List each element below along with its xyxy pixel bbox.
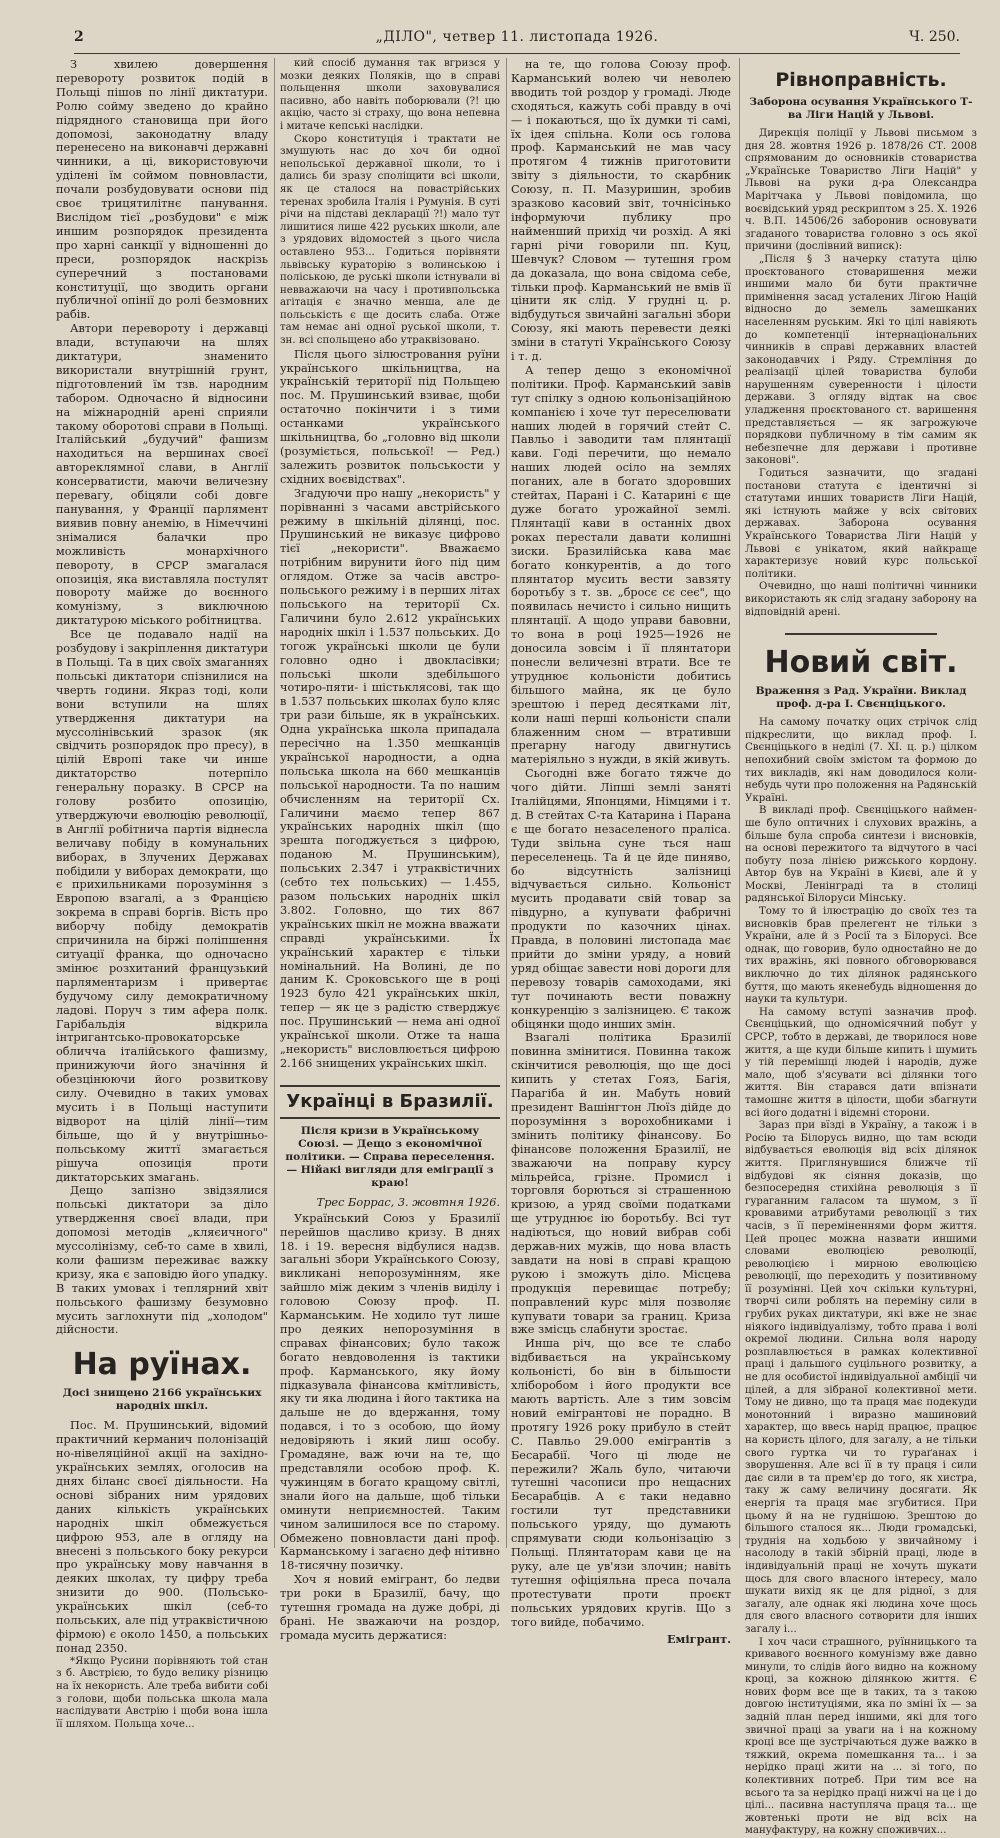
article-paragraph: Все це подавало надії на розбудову і закріплення диктатури в Польщі. Та в цих своїх змаганнях польські диктатори спізнилися на чверть години. Якраз тоді, коли вони вступили на шлях утвердження диктатури на муссолінівський зразок (як свідчить розпорядок про пресу), в цілій Европі таке чи инше диктаторство потерпіло генеральну поразку. В СРСР на голову розбито опозицію, утверджуючи еволюцію революції, в Англії робітнича партія віднесла величаву побіду в комунальних виборах, в Злучених Державах побідили у виборах демократи, що є прихильниками порозуміння з Европою взагалі, а з Францією зокрема в справі боргів. Вість про виборчу побіду демократів спричинила на біржі поліпшення ситуації франка, що одночасно змінює розхитаний французький парлямeнтаризм і привертає будучому силу демократичному ладові. Поруч з тим афера полк. Гарібальдія відкрила інтригантсько-провокаторське обличча італійського фашизму, принижуючи його значіння й обезцінюючи його розвиткову силу. Очевидно в таких умовах мусить і в Польщі наступити відворот на цілій лінії—тим більше, що й у внутрішньо-польському життї змагається рішуча опозиція проти диктаторських змагань. [56, 628, 268, 1184]
column-2 [280, 58, 500, 1558]
headline-equality: Рівноправність. [745, 68, 977, 92]
section-divider [785, 633, 937, 635]
article-paragraph: Инша річ, що все те слабо відбивається на українському кольоністі, бо він в більшости хліборобом і його продукти все мають вартість. Але з тим зовсім новий емігрантові не порадно. В протягу 1926 року прибуло в стейт С. Павльо 29.000 емігрантів з Бесарабії. Чого ці люде не пережили? Жаль було, читаючи тутешні часописи про нещасних Бесарабців. А є таки недавно гостили тут представники польського уряду, що думають спрямувати сюди кольонізацію з Польщі. Плянтаторам кави це на руку, але це ув'язи злочин; навіть тутешня офіціяльна преса почала протестувати проти проєкт польських урядових кругів. Що з того вийде, побачимо. [511, 1337, 731, 1629]
article-paragraph: на те, що голова Союзу проф. Карманський волею чи неволею вводить той роздор у громаді. Люде сходяться, кажуть собі правду в очі — і покаються, що їх думки ті самі, їх ідея спільна. Коли ось голова проф. Карманський не мав часу протягом 4 тижнів приготовити звіту з діяльности, то скарбник Союзу, п. П. Мазуришин, зробив зразково касовий звіт, точнісінько інформуючи публику про найменший прихід чи розхід. А які гарні річи говорили пп. Куц, Шевчук? Словом — тутешня гром да доказала, що вона свідома себе, тільки проф. Карманський не вмів її цінити як слід. У грудні ц. р. відбудуться звичайні загальні збори Союзу, які мають перевести деякі зміни в статуті Українського Союзу і т. д. [511, 58, 731, 364]
article-paragraph: Після цього зілюстровання руїни українського шкільництва, на українській території під Польщею пос. М. Прушинський взиває, щоби остаточно покінчити і з тими останками українського шкільництва, бо „головно від школи (розуміється, польської! — Ред.) залежить розвиток польськости у східних воєвідствах". [280, 348, 500, 487]
article-paragraph: І хоч часи страшного, руїнницького та кривавого воєнного комунізму вже давно минули, то слідів його видно на кожному кроці, за кожною ділянкою життя. Є нових форм все ще в таких, та з такою довгою інституціями, яка по зміні їх — за задній план перед іншими, які для того звичної праці за уваги на і на кожному кроці все ще зустрічаються дуже важко в тяжкий, окрема помешкання та... і за нерідко праці жити на ... зі того, по колективних потреб. При тим все на всього та за нерідко праці нижчі на це і до цілі... пасивна наступляча праця та... ще жовтенькі проти не від всіх на мануфактуру, на кожну споживчих... [745, 1637, 977, 1838]
article-paragraph: На самому вступі зазначив проф. Свєнціцький, що одномісячний побут у СРСР, тобто в державі, де творилося нове життя, а ще куди більше кипить і шумить у тій перемішці людей і народів, дуже мало, щоб з'ясувати всі ділянки того життя. Він старався дати впізнати тамошнє життя в цілости, щоби збагнути всі його додатні і відємні сторони. [745, 1007, 977, 1120]
article-paragraph: Дещо запізно звідзялися польські диктатори за діло утвердження своєї влади, при допомозі методів „кляєичного" муссолінізму, себ-то саме в хвилі, коли фашизм переживає важку кризу, яка є заповідю його упадку. В таких умовах і теплярний хвіт польського фашизму безумовно мусить заглохнути під „холодом" дійсности. [56, 1184, 268, 1337]
headline-ruins: На руїнах. [56, 1347, 268, 1383]
article-paragraph: „Після § 3 начерку статута цілю проєктованого стоваришення межи иншими мало би бути практичне примінення засад усталених Лігою Націй відносно до земель замешканих населенням руським. Які то цілі навіяють до компетенції інтернаціональних чинників в справі державних властей законодавчих і Ряду. Стремління до реалізації цілей товариства булоби нарушенням суверенности і цілости держави. З огляду відтак на своє уладження проєктованого ст. варишення представляється — як загрожуюче порядкови публичному в тім самим як небезпечне для держави і противне законові". [745, 254, 977, 468]
page-header [74, 27, 960, 54]
subheadline-brazil: Після кризи в Українському Союзі. — Дещо з економічної політики. — Справа переселення. — Нійакі вигляди для еміграції з краю! [280, 1125, 500, 1190]
article-paragraph: Тому то й ілюстрацію до своїх тез та висновків брав прелегент не тільки з України, але й з Росії та з Білорусі. Все однак, що говорив, було одностайно не до тих вражінь, які повного обговорювався виключно до тих ділянок радянського буття, що мають якенебудь відношення до науки та культури. [745, 906, 977, 1007]
column-rule [506, 58, 507, 1548]
footnote: *Якщо Русини порівняють той стан з б. Австрією, то будо велику різницю на їх некористь. Але треба вибити собі з голови, щоби польська школа мала наслідувати Австрію і щоби вона ішла її шляхом. Польща хоче... [56, 1656, 268, 1732]
article-paragraph: На самому початку оцих стрічок слід підкреслити, що виклад проф. І. Свєнціцького в неділі (7. XI. ц. р.) цілком непохибний своїм змістом та формою до тих викладів, які нам доводилося коли-небудь чути про положення на Радянській Україні. [745, 717, 977, 805]
article-paragraph: Очевидно, що наші політичні чинники використають як слід згадану заборону на відповідній арені. [745, 581, 977, 619]
article-paragraph: Пос. М. Прушинський, відомий практичний керманич полонізацій но-нівеляційної акції на західно-українських землях, оголосив на днях біланс своєї діяльности. На основі зібраних ним урядових даних кількість українських народніх шкіл обмежується цифрою 953, але в огляду на внесені з польського боку рекурси про українську мову навчання в деяких школах, ту цифру треба знизити до 900. (Польсько-українських шкіл (себ-то польських, але під утраквістичною фірмою) є около 1450, а польських понад 2350. [56, 1419, 268, 1655]
article-paragraph: Годиться зазначити, що згадані постанови статута є ідентичні зі статутами инших товариств Ліги Націй, які істнують майже у всіх світових державах. Заборона осування Українського Товариства Ліги Націй у Львові є унікатом, який найкраще характеризує новий курс польської політики. [745, 468, 977, 581]
article-paragraph: Сьогодні вже богато тяжче до чого дійти. Ліпші землі заняті Італійцями, Японцями, Німцями і т. д. В стейтах С-та Катарина і Парана є ще богато незаселеного праліса. Туди звільна суне ться наш переселенець. Та й це йде пиняво, бо відсутність залізниці відчувається сильно. Кольоніст мусить продавати свій товар за півдурно, а купувати фабричні продукти по казочних цінах. Правда, в половині листопада має прийти до зміни уряду, а новий уряд обіщає завести нові дороги для перевозу товарів самоходами, які тут починають вести поважну конкуренцію з залізницею. Є також обіцянки щодо инших змін. [511, 767, 731, 1031]
column-4 [745, 58, 977, 1558]
article-paragraph: Автори перевороту і державці влади, вступаючи на шлях диктатури, знаменито використали внутрішній грунт, підготовлений їм тзв. народним табором. Одночасно й відносини на міжнародній арені сприяли такому оборотові справи в Польщі. Італійський „будучий" фашизм находиться на вершинах своєї автореклямної слави, в Англії консерватисти, маючи величезну перевагу, обіцяли собі довге панування, у Франції парлямент виявив повну анемію, в Німеччині знімалися балачки про можливість монархічного певороту, в СРСР змагалася опозиція, яка виставляла постулят повороту майже до воєнного комунізму, з виключною диктатурою міського робітництва. [56, 322, 268, 628]
dateline: Трес Боррас, 3. жовтня 1926. [280, 1196, 500, 1210]
page-number: 2 [74, 27, 84, 47]
article-paragraph: В викладі проф. Свєнціцького наймен- ше було оптичних і слухових вражінь, а більше була спроба синтези і висновків, на основі пережитого та відчутого в часі побуту поза лінією рижського кордону. Автор був на Україні в Києві, але й у Москві, Ленінграді та в столиці радянської Білоруси Мінську. [745, 805, 977, 906]
subheadline-new-world: Враження з Рад. України. Виклад проф. д-ра І. Свєнціцького. [745, 685, 977, 711]
article-paragraph: кий спосіб думання так вгризся у мозки деяких Поляків, що в справі польщення школи заховувалися пасивно, або навіть поборювали (?! цю акцію, часто зі страху, що вона непевна і митаче кепські наслідки. [280, 58, 500, 134]
article-paragraph: З хвилею довершення перевороту розвиток подій в Польщі пішов по лінії диктатури. Ролю сойму зведено до крайно підрядного становища при його допомозі, законодатну владу перенесено на виконавчі державні чинники, а ці, використовуючи уділені їм соймом повновласти, почали розбудовувати основи під своє трицятилітнє панування. Вислідом тієї „розбудови" є між иншим розпорядок президента про харні санкції у відношенні до преси, розпорядок наскрізь суперечний з постановами конституції, що зводить органи публичної опінії до ролі безмовних рабів. [56, 58, 268, 322]
article-paragraph: А тепер дещо з економічної політики. Проф. Карманський завів тут спілку з одною кольонізаційною компанією і хоче тут переселювати наших людей в горячий стейт С. Павльо і заводити там плянтації кави. Годі перечити, що немало наших людей осіло на землях поганих, але в богато здоровших стейтах, Парані і С. Катарині є ще дуже богато урожайної землі. Плянтації кави в останніх двох роках перестали давати колишні зиски. Бразилійська кава має богато конкурентів, а до того плянтатор мусить вести завзяту боротьбу з т. зв. „бросє сє сеє", що появилась нечисто і сильно нищить плянтації. А щодо управи бавовни, то вона в році 1925—1926 не доносила зовсім і її плянтатори понесли величезні втрати. Все те утруднює кольоністи добитись більшого майна, як це було зрештою і перед десятками літ, коли наші перші кольоністи спали блаженним сном — втративши прегарну нагоду двигнутись матеріяльно з нужди, в якій живуть. [511, 364, 731, 767]
subheadline-ruins: Досі знищено 2166 українських народніх шкіл. [56, 1387, 268, 1413]
subheadline-equality: Заборона осування Українського Т-ва Ліги Націй у Львові. [745, 96, 977, 122]
headline-brazil: Українці в Бразилії. [280, 1085, 500, 1119]
article-paragraph: Хоч я новий емігрант, бо ледви три роки в Бразилії, бачу, що тутешня громада на дуже добрі, ді брані. Не зважаючи на роздор, громада мусить держатися: [280, 1573, 500, 1643]
column-3 [511, 58, 731, 1558]
article-paragraph: Український Союз у Бразилії перейшов щасливо кризу. В днях 18. і 19. вересня відбулися надзв. загальні збори Українського Союзу, викликані непорозумінням, яке зайшло між деким з членів виділу і головою Союзу проф. П. Карманським. Не ходило тут лише про деяких непорозуміння в справах фінансових; було також богато невдоволення із тактики проф. Карманського, яку йому підказувала фінансова кмітливість, яку ти яка людина і його тактика на дальше не до вдержання, тому подався, і то з особою, що йому недовіряють і який лиш особу. Громадяне, важ ючи на те, що представляли особою проф. К. чужинцям в богато кращому світлі, знали його на дальше, щоб тільки оминути неприємностей. Таким чином залишилося все по старому. Обмежено повновласти дані проф. Карманському і загаєно деф нітивно 18-тисячну позичку. [280, 1212, 500, 1574]
column-rule [274, 58, 275, 1548]
article-paragraph: Скоро конституція і трактати не змушують нас до хоч би одної непольської державної школи, то і дались би зразу споліщити всі школи, як це сталося на повастрійських теренах зробила Італія і Румунія. В суті річи на підставі декларації ?!) мало тут лишитися лише 422 руських школи, але з урядових відомостей з цього числа оставлено 953... Годиться порівняти львівську кураторію з волинською і поліською, де руські школи істнували ві невважаючи на часу і противпольська агітація є значно менша, але де польськість є ще доcить слаба. Отже там немає ані одної руської школи, т. зн. всі спольщено або утраквізовано. [280, 134, 500, 348]
signature: Емігрант. [511, 1633, 731, 1647]
article-paragraph: Згадуючи про нашу „некористь" у порівнанні з часами австрійського режиму в шкільній ділянці, пос. Прушинський не виказує цифрово тієї „некористи". Вважаємо потрібним вирунити його під цим оглядом. Отже за часів австро-польського режиму і в перших літах польського на території Сх. Галичини було 2.612 українських народніх шкіл і 1.537 польських. До тогож українські школи це були головно одно і двокласівки; польські школи здебільшого чотиро-пяти- і шістьклясові, так що в 1.537 польських школах було кляс три рази більше, як в українських. Одна українська школа припадала пересічно на 1.350 мешканців української народности, а одна польська школа на 660 мешканців польської народности. Та по нашим обчисленням на території Сх. Галичини маємо тепер 867 українських народніх шкіл (що зрешта погоджується з цифрою, поданою М. Прушинським), польських 2.347 і утраквістичних (себто тех польських) — 1.455, разом польських народніх шкіл 3.802. Головно, що тих 867 українських шкіл не можна вважати справді українськими. Їх український характер є тільки номінальний. На Волині, де по даним К. Сроковського ще в році 1923 було 421 українських шкіл, тепер — як це з радістю стверджує пос. Прушинський — нема ані одної української школи. Отже та наша „некористь" висловлюється цифрою 2.166 знищених українських шкіл. [280, 487, 500, 1071]
issue-number: Ч. 250. [909, 27, 960, 47]
masthead: „ДІЛО", четвер 11. листопада 1926. [74, 27, 960, 47]
headline-new-world: Новий світ. [745, 645, 977, 681]
column-1 [56, 58, 268, 1558]
article-paragraph: Дирекція поліції у Львові письмом з дня 28. жовтня 1926 р. 1878/26 СТ. 2008 спрямованим до основників стовариства „Українське Товариство Ліги Націй" у Львові на руки д-ра Олександра Марітчака у Львові повідомила, що воєвідський уряд рескриптом з 25. X. 1926 ч. В.П. 14506/26 заборонив основувати згаданого товариства головно з ось якої причини (дослівний виписк): [745, 128, 977, 254]
article-paragraph: Взагалі політика Бразилії повинна змінитися. Повинна також скінчитися революція, що ще досі кипить у стетах Гояз, Багія, Парагіба й ин. Мабуть новий президент Вашінгтон Люїз дійде до порозуміння з ворохобниками і змінить політику фінансову. Бо фінансове положення Бразилії, не зважаючи на поправу курсу мільрейса, грізне. Промисл і торговля борються зі страшенною кризою, а уряд своїми податками ще утруднює ію боротьбу. Всі тут надіються, що новий вибрав собі держав-них мужів, що нова власть завдати на нові в справі кращою рукою і зможуть діло. Місцева продукція перевищає потребу; поправлений курс міля позволяє купувати товари за границ. Криза вже змісць слабнути зростає. [511, 1031, 731, 1337]
column-rule [739, 58, 740, 1548]
article-paragraph: Зараз при вїзді в Україну, а також і в Росію та Білорусь видно, що там всюди відбувається еволюція від всіх ділянок життя. Приглянувшися ближче тії відбудові як сіяння доказів, що безпосередня стихійна революція з її гураганним галасом та шумом, з її кровавими атрибутами революції з тих часів, з її переміненнями форм життя. Цей процес можна назвати иншими словами еволюцією революції, революцією і мирною еволюцією революції, що переходить у позитивному її розумінні. Цей хоч скільки культурні, творчі сили роблять на переміну сили в грубих руках диктатури, які вже не знає ніякого індивідуалізму, тобто права і волі окремої людини. Сильна воля народу розплавлюється в рамках колективної праці і дальшого суцільного розвитку, а не для особистої індивідуальної амбіції чи цілей, а для зібраної колективної мети. Тому не дивно, що та праця має подекуди монотонний і виразно машиновий характер, що ввесь нарід працює, працює на користь цілого, для загалу, а не тільки свого гуртка чи то гураґанах і зворушення. Але всі її в ту праця і сили дає сили в та прем'єр до того, як хистра, таку ж саму величину досягати. Як енергія та праця має згубитися. При цьому й на не гуднішою. Зрештою до більшого сталося як... Люди громадські, труднія на ходьбою у звичайному і насолоду в такій збірній праці, люде в індивідуальній праці не хочуть шукати щось для свого власного інтересу, мало шукати вихід як це для рідної, з для загалу, але однак які людина хоче щось для свого власного сотворити для інших загалу і... [745, 1120, 977, 1636]
